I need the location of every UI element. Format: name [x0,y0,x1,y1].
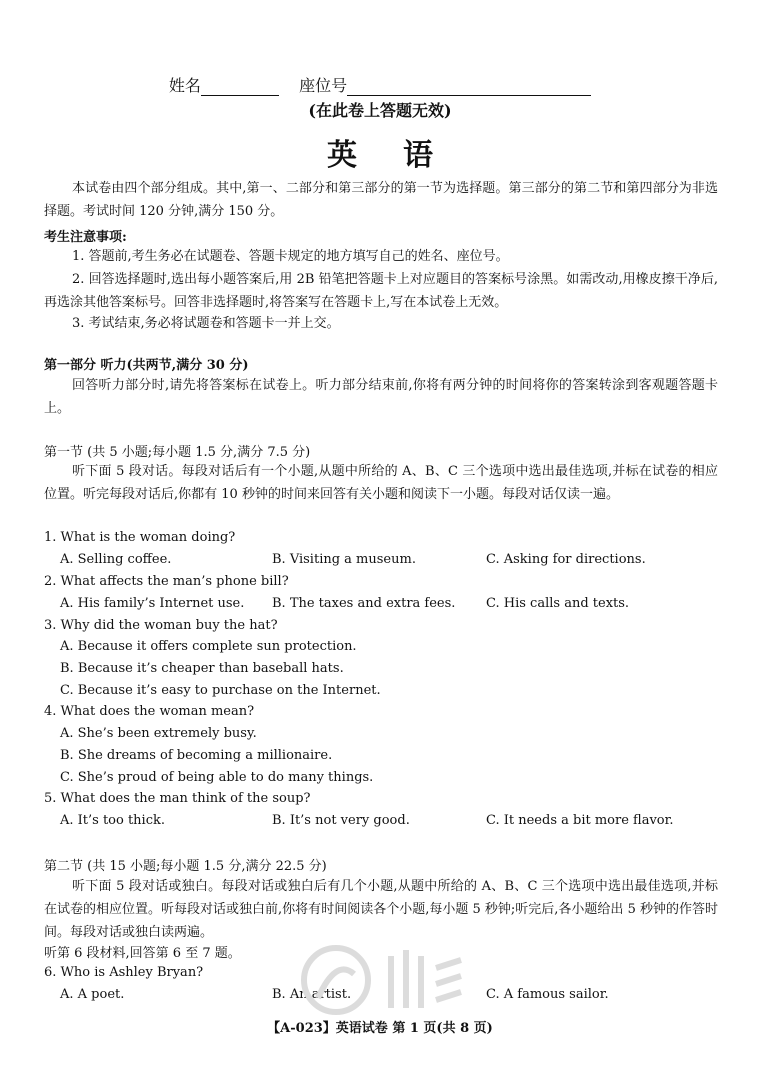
invalid-notice: (在此卷上答题无效) [308,101,452,120]
q3-option-b: B. Because it’s cheaper than baseball hats. [60,661,344,676]
section2-heading: 第二节 (共 15 小题;每小题 1.5 分,满分 22.5 分) [44,859,327,874]
instruction-item-1: 1. 答题前,考生务必在试题卷、答题卡规定的地方填写自己的姓名、座位号。 [72,249,509,264]
question-6: 6. Who is Ashley Bryan? [44,965,204,980]
instruction-item-3: 3. 考试结束,务必将试题卷和答题卡一并上交。 [72,316,340,331]
q5-option-b: B. It’s not very good. [272,813,410,828]
q6-option-c: C. A famous sailor. [486,987,609,1002]
q1-option-c: C. Asking for directions. [486,552,646,567]
q4-option-b: B. She dreams of becoming a millionaire. [60,748,333,763]
q4-option-c: C. She’s proud of being able to do many things. [60,770,374,785]
question-3: 3. Why did the woman buy the hat? [44,618,278,633]
q4-option-a: A. She’s been extremely busy. [60,726,257,741]
seat-blank [347,81,591,96]
q5-option-a: A. It’s too thick. [60,813,166,828]
section2-desc: 听下面 5 段对话或独白。每段对话或独白后有几个小题,从题中所给的 A、B、C 三个选项中选出最佳选项,并标在试卷的相应位置。听每段对话或独白前,你将有时间阅读各个小题,每小题 5 秒钟;听完后,各小题给出 5 秒钟的作答时间。每段对话或独白读两遍。 [44,879,718,940]
seat-label: 座位号 [299,76,348,95]
q1-option-a: A. Selling coffee. [60,552,172,567]
q5-option-c: C. It needs a bit more flavor. [486,813,674,828]
instruction-item-2: 2. 回答选择题时,选出每小题答案后,用 2B 铅笔把答题卡上对应题目的答案标号涂黑。如需改动,用橡皮擦干净后,再选涂其他答案标号。回答非选择题时,将答案写在答题卡上,写在本试卷上无效。 [44,272,718,310]
q1-option-b: B. Visiting a museum. [272,552,416,567]
q2-option-a: A. His family’s Internet use. [60,596,245,611]
q6-option-b: B. An artist. [272,987,352,1002]
section1-desc: 听下面 5 段对话。每段对话后有一个小题,从题中所给的 A、B、C 三个选项中选出最佳选项,并标在试卷的相应位置。听完每段对话后,你都有 10 秒钟的时间来回答有关小题和阅读下一小题。每段对话仅读一遍。 [44,464,718,502]
exam-intro: 本试卷由四个部分组成。其中,第一、二部分和第三部分的第一节为选择题。第三部分的第二节和第四部分为非选择题。考试时间 120 分钟,满分 150 分。 [44,181,718,219]
q2-option-c: C. His calls and texts. [486,596,630,611]
name-blank [201,81,279,96]
material-6-note: 听第 6 段材料,回答第 6 至 7 题。 [44,946,241,961]
question-5: 5. What does the man think of the soup? [44,791,311,806]
question-1: 1. What is the woman doing? [44,530,236,545]
q6-option-a: A. A poet. [60,987,125,1002]
question-4: 4. What does the woman mean? [44,704,255,719]
q3-option-a: A. Because it offers complete sun protection. [60,639,357,654]
instructions-heading: 考生注意事项: [44,230,127,245]
part1-desc: 回答听力部分时,请先将答案标在试卷上。听力部分结束前,你将有两分钟的时间将你的答案转涂到客观题答题卡上。 [44,378,718,416]
name-label: 姓名 [168,76,201,95]
q2-option-b: B. The taxes and extra fees. [272,596,456,611]
question-2: 2. What affects the man’s phone bill? [44,574,289,589]
page-footer: 【A-023】英语试卷 第 1 页(共 8 页) [267,1021,493,1036]
page-title: 英语 [327,138,479,173]
watermark-logo-icon [296,938,466,1018]
name-seat-line [0,73,760,96]
q3-option-c: C. Because it’s easy to purchase on the Internet. [60,683,381,698]
section1-heading: 第一节 (共 5 小题;每小题 1.5 分,满分 7.5 分) [44,445,311,460]
part1-heading: 第一部分 听力(共两节,满分 30 分) [44,358,249,373]
